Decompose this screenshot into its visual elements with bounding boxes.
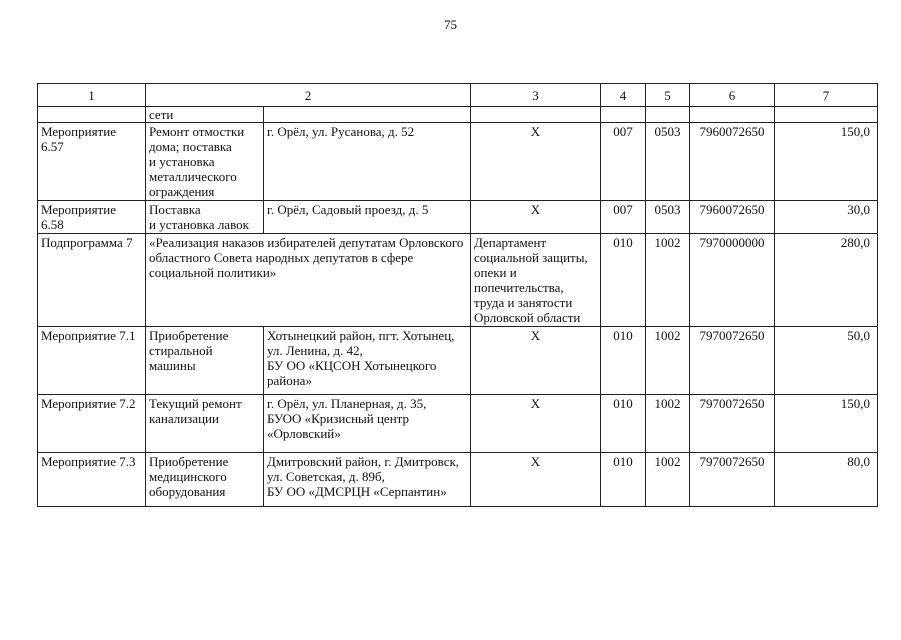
- row-name: Мероприятие 6.58: [38, 201, 146, 234]
- row-amount: 50,0: [775, 327, 878, 395]
- row-col6: 7970072650: [690, 453, 775, 507]
- row-col6: 7960072650: [690, 201, 775, 234]
- row-executor: Х: [471, 123, 601, 201]
- budget-table: [37, 83, 878, 507]
- row-executor: Х: [471, 327, 601, 395]
- continuation-row: [38, 107, 878, 123]
- row-amount: 150,0: [775, 395, 878, 453]
- row-description: Поставка и установка лавок: [146, 201, 264, 234]
- row-col4: 007: [601, 123, 646, 201]
- row-col5: 0503: [646, 201, 690, 234]
- row-description: Текущий ремонт канализации: [146, 395, 264, 453]
- row-col5: 1002: [646, 327, 690, 395]
- subprogram-name: Подпрограмма 7: [38, 234, 146, 327]
- subprogram-7-row: [38, 234, 878, 327]
- row-executor: Х: [471, 395, 601, 453]
- row-col6: 7970072650: [690, 327, 775, 395]
- row-name: Мероприятие 7.1: [38, 327, 146, 395]
- header-col-6: 6: [690, 84, 775, 107]
- row-location: г. Орёл, ул. Планерная, д. 35, БУОО «Кризисный центр «Орловский»: [264, 395, 471, 453]
- header-col-5: 5: [646, 84, 690, 107]
- table-row-6-57: [38, 123, 878, 201]
- row-amount: 80,0: [775, 453, 878, 507]
- row-location: Хотынецкий район, пгт. Хотынец, ул. Ленина, д. 42, БУ ОО «КЦСОН Хотынецкого района»: [264, 327, 471, 395]
- row-executor: Х: [471, 201, 601, 234]
- continuation-text: сети: [146, 107, 264, 123]
- row-description: Приобретение медицинского оборудования: [146, 453, 264, 507]
- row-col4: 010: [601, 327, 646, 395]
- header-col-1: 1: [38, 84, 146, 107]
- row-col4: 007: [601, 201, 646, 234]
- subprogram-title: «Реализация наказов избирателей депутатам Орловского областного Совета народных депутатов в сфере социальной политики»: [146, 234, 471, 327]
- header-col-2: 2: [146, 84, 471, 107]
- row-location: г. Орёл, ул. Русанова, д. 52: [264, 123, 471, 201]
- table-row-7-3: [38, 453, 878, 507]
- subprogram-executor: Департамент социальной защиты, опеки и попечительства, труда и занятости Орловской области: [471, 234, 601, 327]
- subprogram-col5: 1002: [646, 234, 690, 327]
- row-name: Мероприятие 7.2: [38, 395, 146, 453]
- subprogram-amount: 280,0: [775, 234, 878, 327]
- row-location: г. Орёл, Садовый проезд, д. 5: [264, 201, 471, 234]
- table-row-6-58: [38, 201, 878, 234]
- row-description: Ремонт отмостки дома; поставка и установка металлического ограждения: [146, 123, 264, 201]
- header-col-4: 4: [601, 84, 646, 107]
- row-amount: 150,0: [775, 123, 878, 201]
- page-number: 75: [444, 17, 457, 32]
- row-col5: 1002: [646, 453, 690, 507]
- row-name: Мероприятие 7.3: [38, 453, 146, 507]
- row-name: Мероприятие 6.57: [38, 123, 146, 201]
- subprogram-col4: 010: [601, 234, 646, 327]
- row-description: Приобретение стиральной машины: [146, 327, 264, 395]
- row-location: Дмитровский район, г. Дмитровск, ул. Советская, д. 89б, БУ ОО «ДМСРЦН «Серпантин»: [264, 453, 471, 507]
- row-col4: 010: [601, 395, 646, 453]
- table-row-7-2: [38, 395, 878, 453]
- header-col-7: 7: [775, 84, 878, 107]
- row-col6: 7970072650: [690, 395, 775, 453]
- header-row: [38, 84, 878, 107]
- subprogram-col6: 7970000000: [690, 234, 775, 327]
- row-amount: 30,0: [775, 201, 878, 234]
- table-row-7-1: [38, 327, 878, 395]
- row-col6: 7960072650: [690, 123, 775, 201]
- header-col-3: 3: [471, 84, 601, 107]
- row-executor: Х: [471, 453, 601, 507]
- row-col4: 010: [601, 453, 646, 507]
- row-col5: 0503: [646, 123, 690, 201]
- row-col5: 1002: [646, 395, 690, 453]
